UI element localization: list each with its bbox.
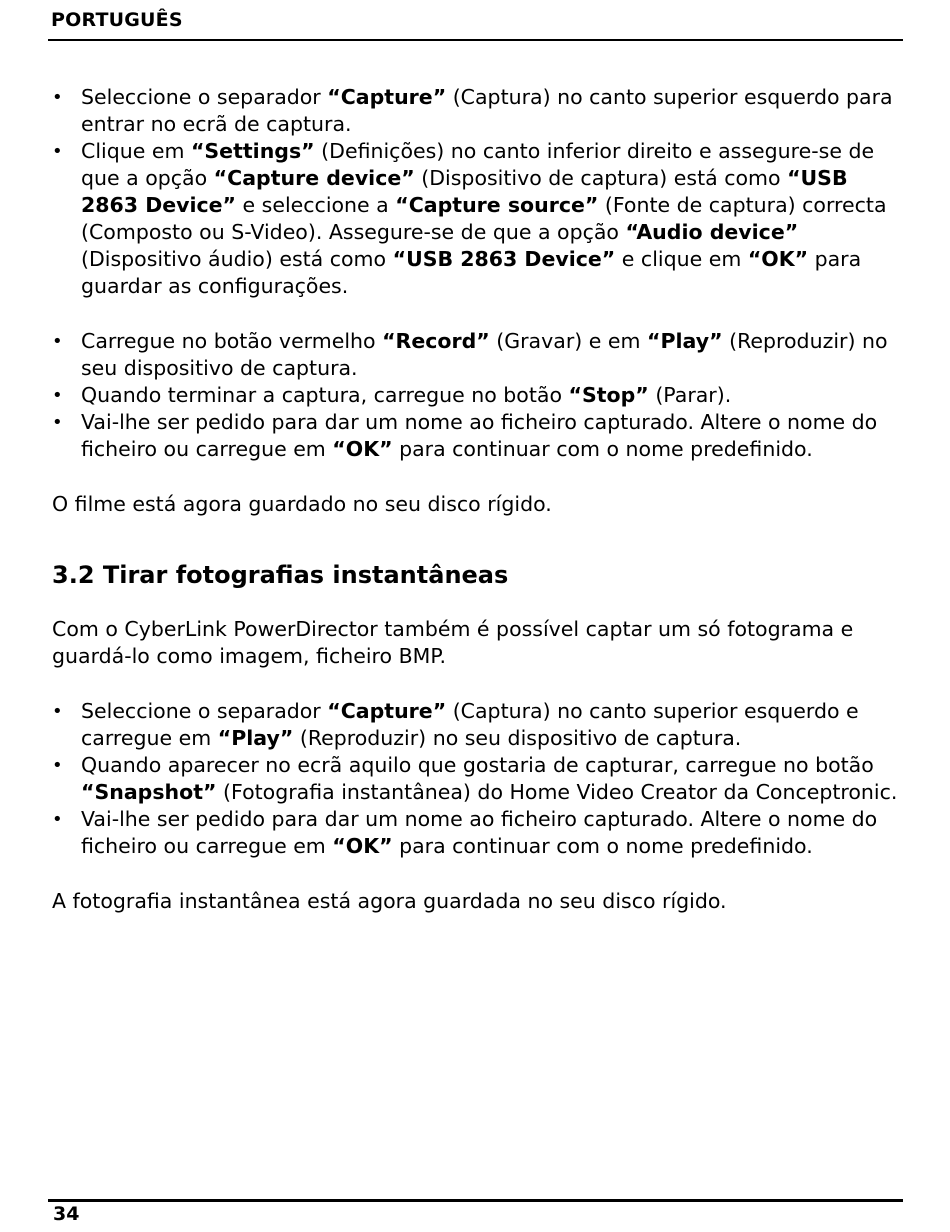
- item-text: para guardar as configurações.: [81, 247, 862, 298]
- footer-divider: [48, 1199, 903, 1202]
- emphasized-term: “Audio device”: [625, 220, 799, 244]
- capture-steps-list-1: [52, 84, 902, 300]
- emphasized-term: “OK”: [332, 834, 393, 858]
- item-text: (Captura) no canto superior esquerdo e carregue em: [81, 699, 859, 750]
- item-text: Seleccione o separador: [81, 699, 328, 723]
- list-item: [52, 752, 902, 806]
- emphasized-term: “Settings”: [190, 139, 315, 163]
- emphasized-term: “OK”: [747, 247, 809, 271]
- emphasized-term: “Play”: [647, 329, 723, 353]
- item-text: (Gravar) e em: [489, 329, 647, 353]
- list-item: [52, 409, 902, 463]
- emphasized-term: “Capture device”: [213, 166, 415, 190]
- section-heading: 3.2 Tirar fotografias instantâneas: [52, 561, 509, 589]
- item-text: Carregue no botão vermelho: [81, 329, 383, 353]
- capture-steps-list-2: [52, 328, 902, 463]
- snapshot-result-paragraph: A fotografia instantânea está agora guardada no seu disco rígido.: [52, 889, 727, 913]
- page-number: 34: [53, 1203, 80, 1225]
- list-item: [52, 806, 902, 860]
- emphasized-term: “Stop”: [568, 383, 649, 407]
- item-text: (Reproduzir) no seu dispositivo de captura.: [81, 329, 888, 380]
- header-divider: [48, 39, 903, 41]
- emphasized-term: “Record”: [382, 329, 490, 353]
- emphasized-term: “USB 2863 Device”: [392, 247, 616, 271]
- item-text: e seleccione a: [236, 193, 396, 217]
- emphasized-term: “Capture”: [327, 699, 447, 723]
- item-text: Clique em: [81, 139, 191, 163]
- emphasized-term: “Play”: [217, 726, 294, 750]
- item-text: e clique em: [615, 247, 748, 271]
- emphasized-term: “Capture source”: [395, 193, 599, 217]
- item-text: (Fonte de captura) correcta (Composto ou S-Video). Assegure-se de que a opção: [81, 193, 887, 244]
- list-item: [52, 328, 902, 382]
- list-item: [52, 84, 902, 138]
- item-text: Quando aparecer no ecrã aquilo que gostaria de capturar, carregue no botão: [81, 753, 874, 777]
- emphasized-term: “Snapshot”: [81, 780, 217, 804]
- list-item: [52, 382, 902, 409]
- item-text: Quando terminar a captura, carregue no botão: [81, 383, 569, 407]
- item-text: (Captura) no canto superior esquerdo para entrar no ecrã de captura.: [81, 85, 893, 136]
- emphasized-term: “Capture”: [327, 85, 447, 109]
- item-text: para continuar com o nome predefinido.: [392, 834, 813, 858]
- list-item: [52, 698, 902, 752]
- item-text: Vai-lhe ser pedido para dar um nome ao ficheiro capturado. Altere o nome do ficheiro ou carregue em: [81, 410, 878, 461]
- item-text: para continuar com o nome predefinido.: [392, 437, 813, 461]
- snapshot-steps-list: [52, 698, 902, 860]
- item-text: (Dispositivo áudio) está como: [81, 247, 393, 271]
- capture-result-paragraph: O filme está agora guardado no seu disco rígido.: [52, 492, 552, 516]
- item-text: (Reproduzir) no seu dispositivo de captura.: [293, 726, 742, 750]
- item-text: Vai-lhe ser pedido para dar um nome ao ficheiro capturado. Altere o nome do ficheiro ou carregue em: [81, 807, 878, 858]
- item-text: (Parar).: [648, 383, 732, 407]
- manual-page: [48, 0, 903, 1232]
- emphasized-term: “OK”: [332, 437, 393, 461]
- page-content: [52, 84, 902, 915]
- item-text: (Definições) no canto inferior direito e assegure-se de que a opção: [81, 139, 875, 190]
- list-item: [52, 138, 902, 300]
- snapshot-intro-paragraph: Com o CyberLink PowerDirector também é possível captar um só fotograma e guardá-lo como imagem, ficheiro BMP.: [52, 617, 854, 668]
- item-text: Seleccione o separador: [81, 85, 328, 109]
- page-header-language: PORTUGUÊS: [51, 9, 183, 31]
- item-text: (Fotografia instantânea) do Home Video Creator da Conceptronic.: [216, 780, 898, 804]
- emphasized-term: “USB 2863 Device”: [81, 166, 848, 217]
- item-text: (Dispositivo de captura) está como: [414, 166, 788, 190]
